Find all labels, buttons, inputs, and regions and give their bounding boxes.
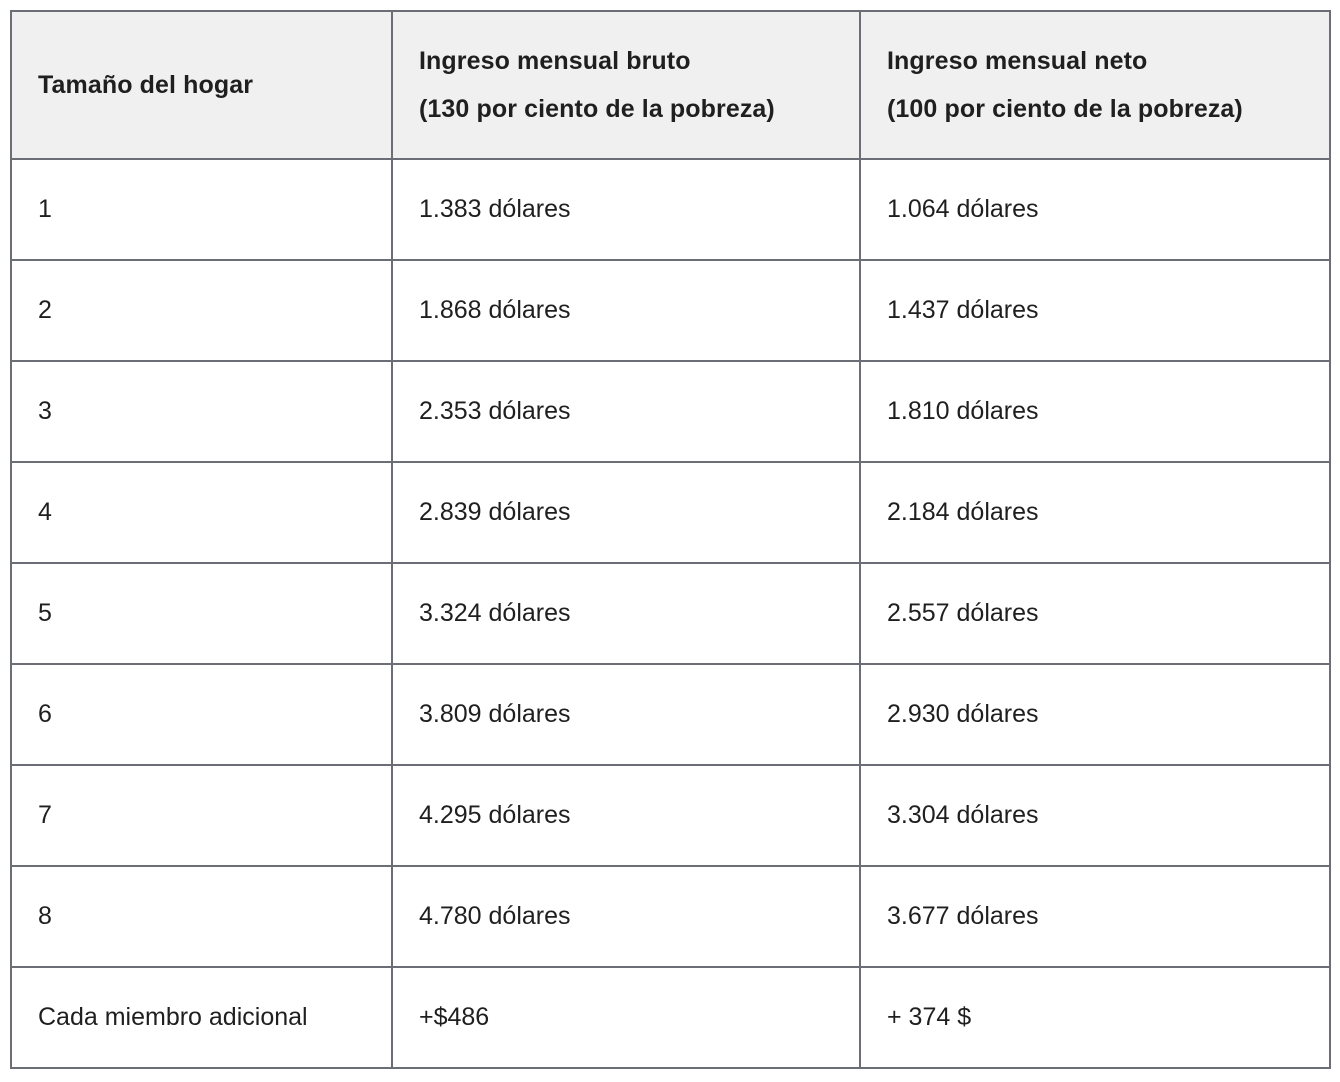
household-size-cell: 5 [11, 563, 392, 664]
gross-income-cell: 1.383 dólares [392, 159, 860, 260]
gross-income-cell: 1.868 dólares [392, 260, 860, 361]
table-row [11, 563, 1330, 664]
table-row [11, 260, 1330, 361]
gross-income-cell: 3.809 dólares [392, 664, 860, 765]
net-income-cell: 2.184 dólares [860, 462, 1330, 563]
table-row [11, 765, 1330, 866]
net-income-cell: 2.930 dólares [860, 664, 1330, 765]
household-size-cell: Cada miembro adicional [11, 967, 392, 1068]
gross-income-cell: 2.839 dólares [392, 462, 860, 563]
net-income-cell: 2.557 dólares [860, 563, 1330, 664]
table-row [11, 159, 1330, 260]
gross-income-cell: 2.353 dólares [392, 361, 860, 462]
net-income-cell: 1.437 dólares [860, 260, 1330, 361]
table-header-row [11, 11, 1330, 159]
header-household-size [11, 11, 392, 159]
table-row [11, 866, 1330, 967]
gross-income-cell: +$486 [392, 967, 860, 1068]
header-net-income-sublabel: (100 por ciento de la pobreza) [887, 95, 1243, 123]
table-row [11, 361, 1330, 462]
table-row-additional-member [11, 967, 1330, 1068]
household-size-cell: 4 [11, 462, 392, 563]
table-row [11, 664, 1330, 765]
income-limits-table [10, 10, 1331, 1069]
net-income-cell: 3.304 dólares [860, 765, 1330, 866]
header-gross-income-label: Ingreso mensual bruto [419, 47, 691, 75]
gross-income-cell: 4.780 dólares [392, 866, 860, 967]
net-income-cell: + 374 $ [860, 967, 1330, 1068]
income-table-container [10, 10, 1331, 1069]
gross-income-cell: 4.295 dólares [392, 765, 860, 866]
household-size-cell: 2 [11, 260, 392, 361]
header-net-income-label: Ingreso mensual neto [887, 47, 1148, 75]
household-size-cell: 3 [11, 361, 392, 462]
net-income-cell: 3.677 dólares [860, 866, 1330, 967]
header-gross-income [392, 11, 860, 159]
header-household-size-label: Tamaño del hogar [38, 71, 254, 99]
table-row [11, 462, 1330, 563]
household-size-cell: 7 [11, 765, 392, 866]
net-income-cell: 1.810 dólares [860, 361, 1330, 462]
gross-income-cell: 3.324 dólares [392, 563, 860, 664]
household-size-cell: 1 [11, 159, 392, 260]
net-income-cell: 1.064 dólares [860, 159, 1330, 260]
header-gross-income-sublabel: (130 por ciento de la pobreza) [419, 95, 775, 123]
header-net-income [860, 11, 1330, 159]
household-size-cell: 8 [11, 866, 392, 967]
household-size-cell: 6 [11, 664, 392, 765]
